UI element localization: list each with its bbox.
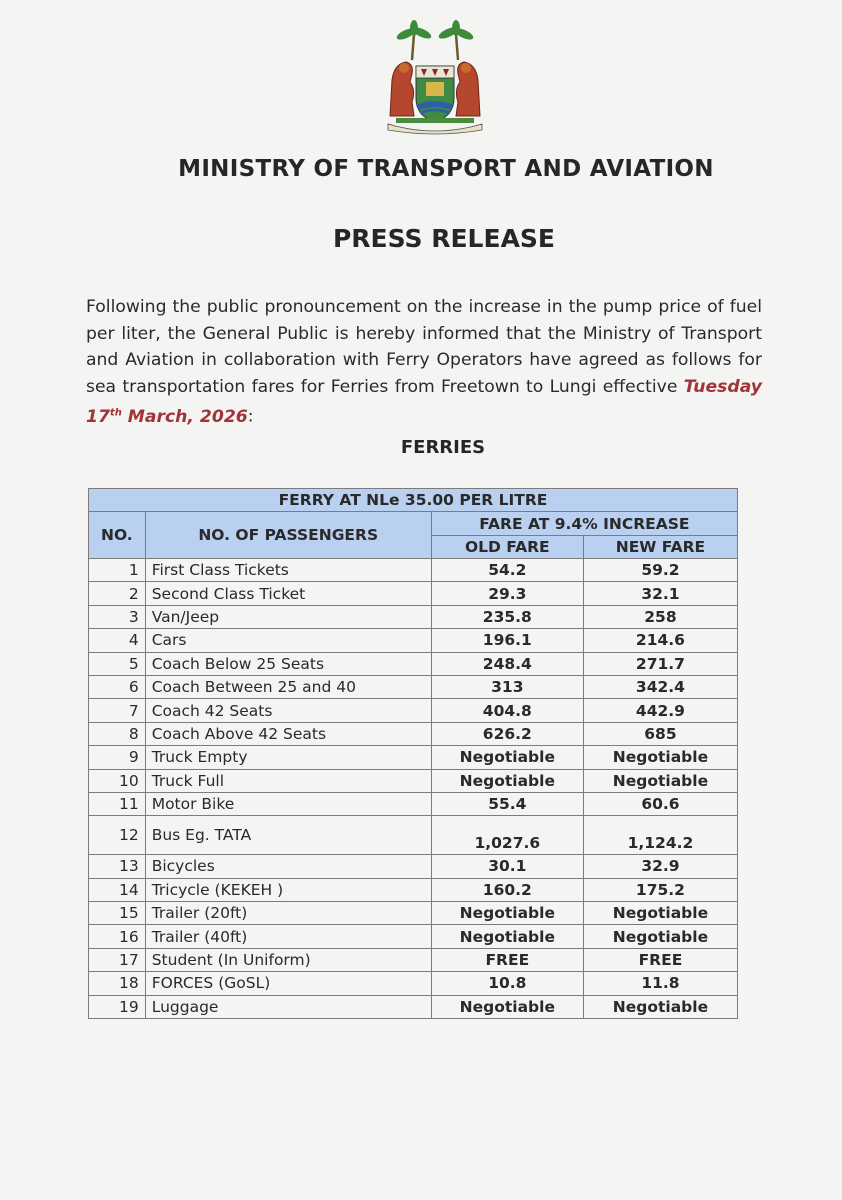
old-fare-value: 10.8 xyxy=(431,972,583,995)
table-row xyxy=(89,629,738,652)
table-row xyxy=(89,925,738,948)
passenger-category: Luggage xyxy=(145,995,431,1018)
table-row xyxy=(89,582,738,605)
table-row xyxy=(89,792,738,815)
new-fare-value: 1,124.2 xyxy=(583,816,737,855)
passenger-category: Trailer (40ft) xyxy=(145,925,431,948)
passenger-category: Student (In Uniform) xyxy=(145,948,431,971)
new-fare-value: Negotiable xyxy=(583,925,737,948)
passenger-category: Truck Full xyxy=(145,769,431,792)
passenger-category: Bicycles xyxy=(145,855,431,878)
row-number: 16 xyxy=(89,925,146,948)
passenger-category: Truck Empty xyxy=(145,746,431,769)
old-fare-value: 30.1 xyxy=(431,855,583,878)
passenger-category: Tricycle (KEKEH ) xyxy=(145,878,431,901)
new-fare-value: 32.1 xyxy=(583,582,737,605)
row-number: 13 xyxy=(89,855,146,878)
old-fare-value: 55.4 xyxy=(431,792,583,815)
table-row xyxy=(89,972,738,995)
row-number: 12 xyxy=(89,816,146,855)
new-fare-value: Negotiable xyxy=(583,769,737,792)
new-fare-value: 342.4 xyxy=(583,675,737,698)
table-row xyxy=(89,559,738,582)
table-row xyxy=(89,746,738,769)
new-fare-value: 214.6 xyxy=(583,629,737,652)
row-number: 15 xyxy=(89,902,146,925)
old-fare-value: 313 xyxy=(431,675,583,698)
table-row xyxy=(89,605,738,628)
old-fare-value: Negotiable xyxy=(431,925,583,948)
new-fare-value: 271.7 xyxy=(583,652,737,675)
old-fare-value: 404.8 xyxy=(431,699,583,722)
passenger-category: Coach 42 Seats xyxy=(145,699,431,722)
intro-text: Following the public pronouncement on the increase in the pump price of fuel per liter, the General Public is hereby informed that the Ministry of Transport and Aviation in collaboration with Ferry Operators have agreed as follows for sea transportation fares for Ferries from Freetown to Lungi effective xyxy=(86,297,762,397)
column-header-new-fare: NEW FARE xyxy=(583,536,737,559)
passenger-category: First Class Tickets xyxy=(145,559,431,582)
new-fare-value: 442.9 xyxy=(583,699,737,722)
row-number: 8 xyxy=(89,722,146,745)
row-number: 10 xyxy=(89,769,146,792)
row-number: 5 xyxy=(89,652,146,675)
old-fare-value: Negotiable xyxy=(431,746,583,769)
coat-of-arms-icon xyxy=(382,20,488,138)
passenger-category: Coach Below 25 Seats xyxy=(145,652,431,675)
old-fare-value: Negotiable xyxy=(431,995,583,1018)
passenger-category: FORCES (GoSL) xyxy=(145,972,431,995)
table-row xyxy=(89,948,738,971)
column-header-passengers: NO. OF PASSENGERS xyxy=(145,512,431,559)
table-row xyxy=(89,722,738,745)
old-fare-value: 196.1 xyxy=(431,629,583,652)
new-fare-value: 175.2 xyxy=(583,878,737,901)
row-number: 9 xyxy=(89,746,146,769)
new-fare-value: FREE xyxy=(583,948,737,971)
passenger-category: Van/Jeep xyxy=(145,605,431,628)
passenger-category: Motor Bike xyxy=(145,792,431,815)
passenger-category: Second Class Ticket xyxy=(145,582,431,605)
old-fare-value: 160.2 xyxy=(431,878,583,901)
old-fare-value: 29.3 xyxy=(431,582,583,605)
row-number: 6 xyxy=(89,675,146,698)
table-row xyxy=(89,995,738,1018)
table-row xyxy=(89,855,738,878)
row-number: 4 xyxy=(89,629,146,652)
old-fare-value: 626.2 xyxy=(431,722,583,745)
table-row xyxy=(89,878,738,901)
intro-paragraph xyxy=(86,294,762,430)
row-number: 2 xyxy=(89,582,146,605)
new-fare-value: Negotiable xyxy=(583,746,737,769)
new-fare-value: 258 xyxy=(583,605,737,628)
section-title-ferries: FERRIES xyxy=(400,437,486,458)
new-fare-value: Negotiable xyxy=(583,995,737,1018)
row-number: 7 xyxy=(89,699,146,722)
row-number: 1 xyxy=(89,559,146,582)
column-header-no: NO. xyxy=(89,512,146,559)
new-fare-value: 11.8 xyxy=(583,972,737,995)
old-fare-value: 248.4 xyxy=(431,652,583,675)
row-number: 3 xyxy=(89,605,146,628)
old-fare-value: 235.8 xyxy=(431,605,583,628)
date-end: : xyxy=(247,406,254,427)
row-number: 18 xyxy=(89,972,146,995)
passenger-category: Cars xyxy=(145,629,431,652)
table-row xyxy=(89,816,738,855)
old-fare-value: FREE xyxy=(431,948,583,971)
table-row xyxy=(89,902,738,925)
table-title: FERRY AT NLe 35.00 PER LITRE xyxy=(89,489,738,512)
column-header-old-fare: OLD FARE xyxy=(431,536,583,559)
date-day: Tuesday 17 xyxy=(86,376,762,427)
table-row xyxy=(89,769,738,792)
new-fare-value: Negotiable xyxy=(583,902,737,925)
old-fare-value: Negotiable xyxy=(431,769,583,792)
row-number: 14 xyxy=(89,878,146,901)
table-row xyxy=(89,675,738,698)
table-row xyxy=(89,652,738,675)
date-suffix: th xyxy=(109,407,122,418)
new-fare-value: 32.9 xyxy=(583,855,737,878)
old-fare-value: Negotiable xyxy=(431,902,583,925)
new-fare-value: 685 xyxy=(583,722,737,745)
date-rest: March, 2026 xyxy=(121,406,248,427)
passenger-category: Bus Eg. TATA xyxy=(145,816,431,855)
row-number: 11 xyxy=(89,792,146,815)
fare-rows xyxy=(89,559,738,1019)
passenger-category: Coach Between 25 and 40 xyxy=(145,675,431,698)
passenger-category: Coach Above 42 Seats xyxy=(145,722,431,745)
row-number: 19 xyxy=(89,995,146,1018)
table-row xyxy=(89,699,738,722)
fare-increase-header: FARE AT 9.4% INCREASE xyxy=(431,512,737,536)
passenger-category: Trailer (20ft) xyxy=(145,902,431,925)
ministry-title: MINISTRY OF TRANSPORT AND AVIATION xyxy=(178,156,714,182)
row-number: 17 xyxy=(89,948,146,971)
new-fare-value: 60.6 xyxy=(583,792,737,815)
new-fare-value: 59.2 xyxy=(583,559,737,582)
press-release-heading: PRESS RELEASE xyxy=(332,224,555,253)
ferry-fares-table xyxy=(88,488,738,1019)
old-fare-value: 1,027.6 xyxy=(431,816,583,855)
old-fare-value: 54.2 xyxy=(431,559,583,582)
